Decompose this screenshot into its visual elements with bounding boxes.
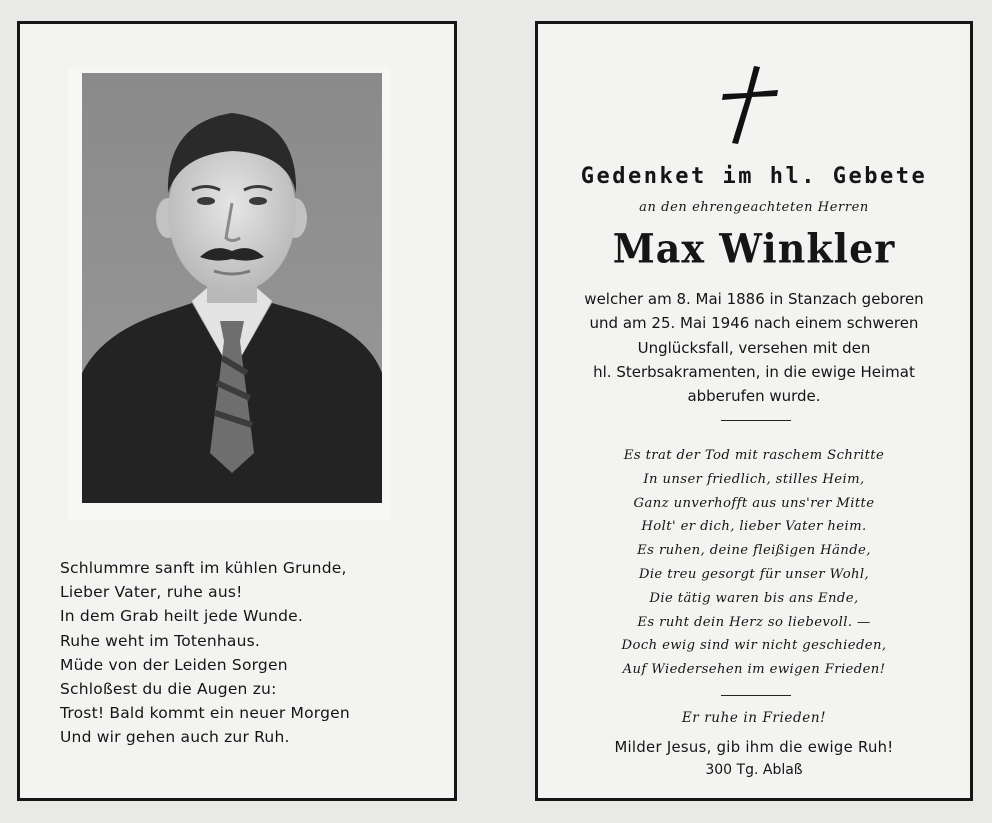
memorial-card-text-side [535, 21, 973, 801]
poem-line: Schlummre sanft im kühlen Grunde, [60, 559, 347, 577]
divider [721, 695, 791, 696]
poem-line: Und wir gehen auch zur Ruh. [60, 728, 290, 747]
portrait-photo [82, 73, 382, 503]
poem-line: Müde von der Leiden Sorgen [60, 655, 288, 674]
bio-line: abberufen wurde. [687, 387, 821, 406]
poem-right [538, 444, 970, 682]
bio-line: Unglücksfall, versehen mit den [637, 338, 871, 357]
poem-line: Schloßest du die Augen zu: [60, 680, 277, 699]
biography [538, 287, 970, 408]
portrait-illustration [82, 73, 382, 503]
indulgence-line: 300 Tg. Ablaß [705, 762, 803, 778]
poem-line: Ruhe weht im Totenhaus. [60, 631, 261, 650]
prayer-line: Milder Jesus, gib ihm die ewige Ruh! [614, 739, 894, 756]
poem-line: Ganz unverhofft aus uns'rer Mitte [633, 495, 875, 511]
poem-line: Holt' er dich, lieber Vater heim. [641, 519, 867, 535]
poem-line: Die treu gesorgt für unser Wohl, [638, 566, 870, 582]
rest-in-peace-line: Er ruhe in Frieden! [681, 710, 827, 726]
poem-line: Es ruhen, deine fleißigen Hände, [637, 543, 871, 559]
poem-line: Auf Wiedersehen im ewigen Frieden! [622, 662, 886, 678]
heading: Gedenket im hl. Gebete [580, 164, 928, 189]
deceased-name: Max Winkler [612, 224, 896, 273]
subheading: an den ehrengeachteten Herren [639, 200, 869, 215]
bio-line: hl. Sterbsakramenten, in die ewige Heimat [593, 362, 915, 381]
poem-line: Trost! Bald kommt ein neuer Morgen [60, 704, 350, 723]
poem-line: Es trat der Tod mit raschem Schritte [623, 448, 885, 463]
poem-line: In unser friedlich, stilles Heim, [643, 471, 865, 487]
bio-line: und am 25. Mai 1946 nach einem schweren [589, 314, 919, 333]
poem-line: In dem Grab heilt jede Wunde. [60, 607, 304, 626]
poem-line: Es ruht dein Herz so liebevoll. — [637, 614, 871, 630]
bio-line: welcher am 8. Mai 1886 in Stanzach geboren [584, 290, 924, 308]
memorial-card-portrait-side [17, 21, 457, 801]
poem-line: Doch ewig sind wir nicht geschieden, [621, 638, 887, 654]
divider [721, 420, 791, 421]
poem-left [60, 556, 350, 750]
poem-line: Die tätig waren bis ans Ende, [649, 590, 859, 606]
cross-icon [720, 64, 780, 146]
poem-line: Lieber Vater, ruhe aus! [60, 583, 243, 602]
